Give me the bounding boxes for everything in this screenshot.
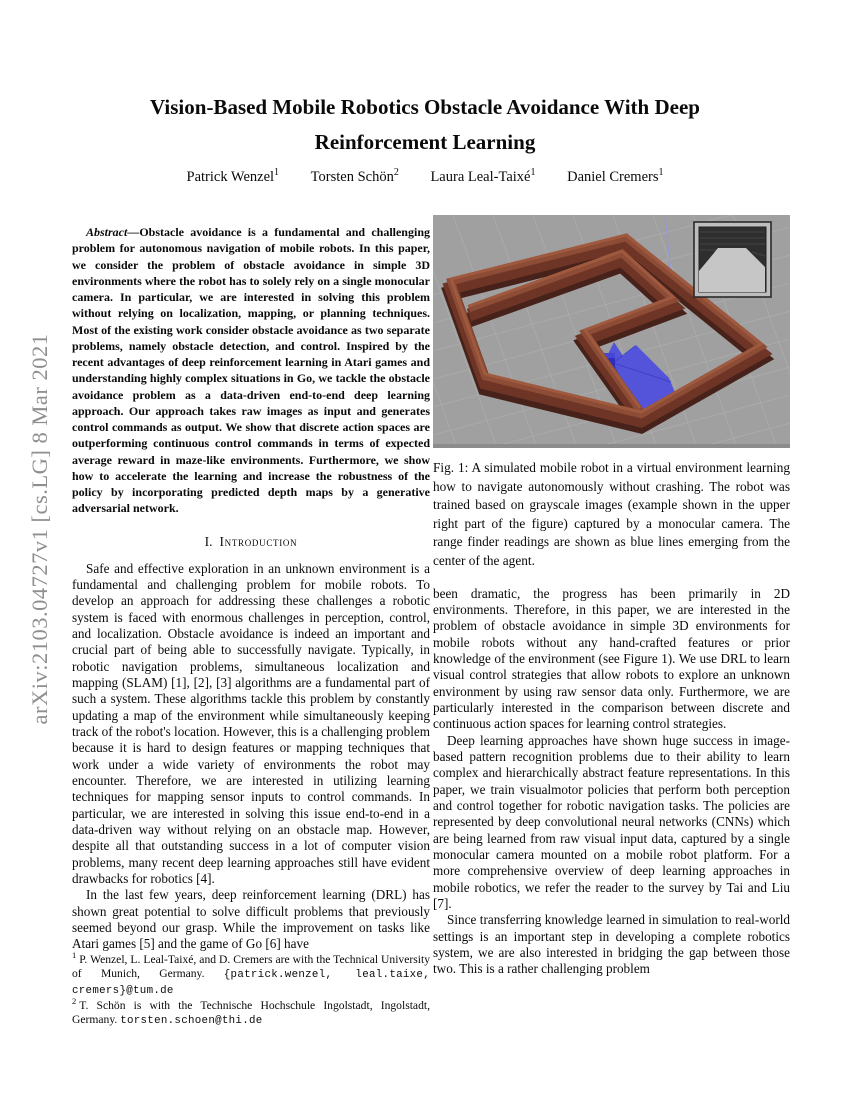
abstract-label: Abstract— <box>86 225 140 239</box>
authors-row <box>0 169 850 186</box>
paper-title: Vision-Based Mobile Robotics Obstacle Avoidance With Deep Reinforcement Learning <box>150 95 700 154</box>
author-affiliation-mark: 1 <box>530 167 536 179</box>
section-title: Introduction <box>219 533 298 549</box>
arxiv-watermark: arXiv:2103.04727v1 [cs.LG] 8 Mar 2021 <box>27 333 52 725</box>
abstract <box>72 224 430 517</box>
right-paragraph-3: Since transferring knowledge learned in simulation to real-world settings is an important step in developing a complete robotics system, we are also interested in bridging the gap between those two. This is a rather challenging problem <box>433 912 790 977</box>
footnote-1-text: P. Wenzel, L. Leal-Taixé, and D. Cremers are with the Technical University of Munich, Germany. <box>72 953 430 980</box>
footnote-1-email: {patrick.wenzel, leal.taixe, cremers}@tum.de <box>72 968 430 997</box>
caption-text: A simulated mobile robot in a virtual environment learning how to navigate autonomously without crashing. The robot was trained based on grayscale images (example shown in the upper right part of the figure) captured by a monocular camera. The range finder readings are shown as blue lines emerging from the center of the agent. <box>433 460 790 568</box>
footnotes-block <box>72 950 430 1029</box>
figure-1 <box>433 215 790 448</box>
author-daniel-cremers: Daniel Cremers$^1$ <box>567 167 664 185</box>
footnote-2-mark: 2 <box>72 995 77 1006</box>
footnote-2-email: torsten.schoen@thi.de <box>120 1014 263 1027</box>
intro-paragraph-2: In the last few years, deep reinforcement learning (DRL) has shown great potential to solve difficult problems that previously seemed beyond our grasp. While the improvement on tasks like Atari games [5] and the game of Go [6] have <box>72 887 430 952</box>
section-heading-introduction <box>72 534 430 550</box>
right-paragraph-1: been dramatic, the progress has been primarily in 2D environments. Therefore, in this paper, we are interested in the problem of obstacle avoidance in simple 3D environments for mobile robots without any hand-crafted features or prior knowledge of the environment (see Figure 1). We use DRL to learn visual control strategies that allow robots to explore an unknown environment by using raw sensor data only. Furthermore, we are particularly interested in the comparison between discrete and continuous action spaces for learning control strategies. <box>433 585 790 732</box>
caption-label: Fig. 1: <box>433 460 469 475</box>
figure-1-image <box>433 215 790 448</box>
footnote-2-text: T. Schön is with the Technische Hochschule Ingolstadt, Ingolstadt, Germany. <box>72 998 430 1026</box>
left-column <box>72 224 430 953</box>
footnote-1-mark: 1 <box>72 950 77 961</box>
abstract-text: Obstacle avoidance is a fundamental and challenging problem for autonomous navigation of mobile robots. In this paper, we consider the problem of obstacle avoidance in simple 3D environments where the robot has to solely rely on a single monocular camera. In particular, we are interested in solving this problem without relying on localization, mapping, or planning techniques. Most of the existing work consider obstacle avoidance as two separate problems, namely obstacle detection, and control. Inspired by the recent advantages of deep reinforcement learning in Atari games and understanding highly complex situations in Go, we tackle the obstacle avoidance problem as a data-driven end-to-end deep learning approach. Our approach takes raw images as input and generates control commands as output. We show that discrete action spaces are outperforming continuous control commands in terms of expected average reward in maze-like environments. Furthermore, we show how to accelerate the learning and increase the robustness of the policy by incorporating predicted depth maps by a generative adversarial network. <box>72 225 430 516</box>
author-patrick-wenzel: Patrick Wenzel$^1$ <box>186 167 280 185</box>
author-torsten-schoen: Torsten Schön$^2$ <box>310 167 399 185</box>
section-numeral: I. <box>204 533 213 549</box>
author-affiliation-mark: 1 <box>274 167 280 179</box>
intro-paragraph-1: Safe and effective exploration in an unknown environment is a fundamental and challenging problem for mobile robots. To develop an approach for addressing these challenges a robotic system is faced with enormous challenges in perception, control, and localization. Obstacle avoidance is indeed an important and crucial part of being able to successfully navigate. Typically, in robotic navigation problems, simultaneous localization and mapping (SLAM) [1], [2], [3] algorithms are a fundamental part of such a system. These algorithms tackle this problem by constantly updating a map of the environment while simultaneously keeping track of the robot's location. However, this is a challenging problem because it is hard to design features or mapping techniques that work under a wide variety of environments the robot may encounter. Therefore, we are interested in utilizing learning techniques for mapping sensor inputs to control commands. In particular, we are interested in solving this issue end-to-end in a data-driven way without relying on an obstacle map. However, despite all that outstanding success in a lot of computer vision problems, many recent deep learning approaches still have evident drawbacks for robotics [4]. <box>72 560 430 887</box>
footnote-2 <box>72 995 430 1029</box>
figure-1-caption <box>433 459 790 571</box>
author-affiliation-mark: 2 <box>393 167 399 179</box>
footnote-1 <box>72 950 430 999</box>
camera-view-inset <box>694 222 771 297</box>
right-column <box>433 215 790 978</box>
author-laura-leal-taixe: Laura Leal-Taixé$^1$ <box>430 167 536 185</box>
right-paragraph-2: Deep learning approaches have shown huge success in image-based pattern recognition problems due to their ability to learn complex and hierarchically abstract feature representations. In this paper, we train visualmotor policies that perform both perception and control together for robotic navigation tasks. The policies are represented by deep convolutional neural networks (CNNs) which are being learned from raw visual input data, captured by a single monocular camera mounted on a mobile robot platform. For a more comprehensive overview of deep learning approaches in mobile robotics, we refer the reader to the survey by Tai and Liu [7]. <box>433 732 790 912</box>
author-affiliation-mark: 1 <box>658 167 664 179</box>
